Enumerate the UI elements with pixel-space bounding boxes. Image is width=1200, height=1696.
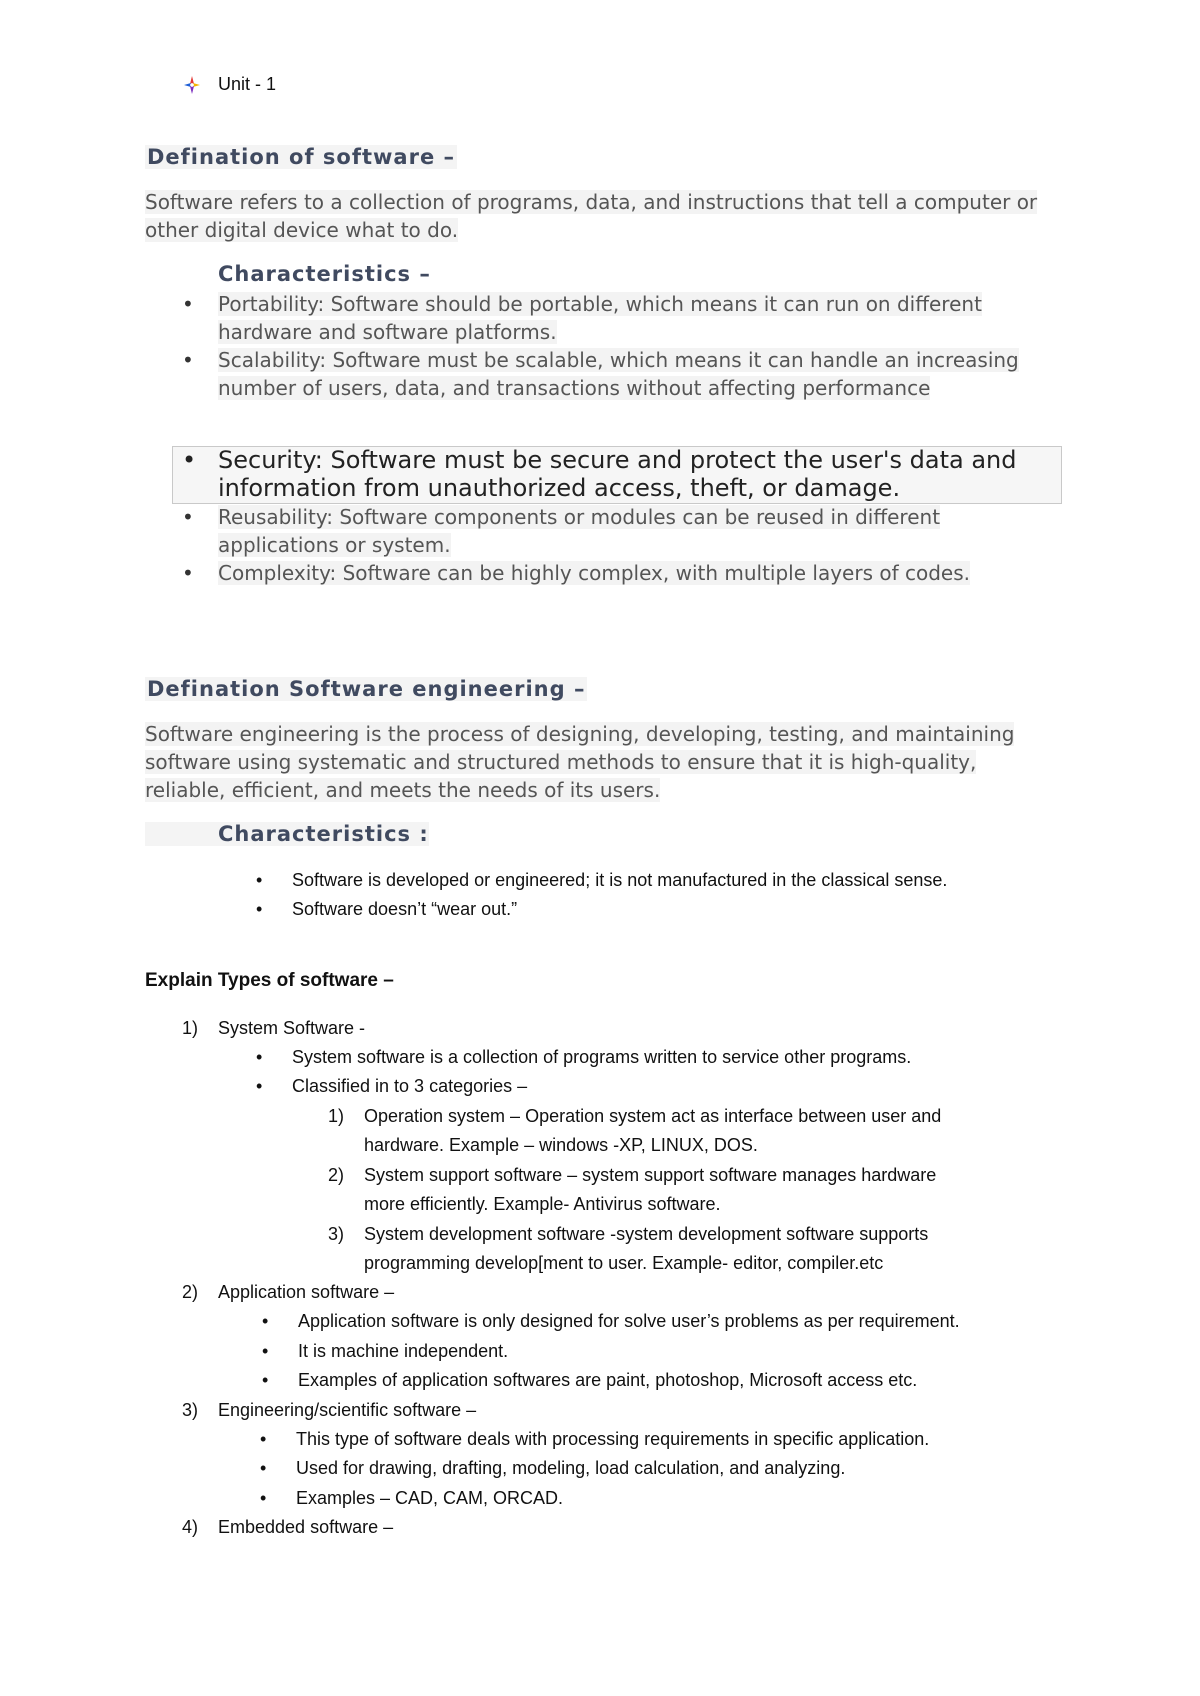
type-embedded: 4) Embedded software – xyxy=(182,1517,394,1537)
list-item: • Software doesn’t “wear out.” xyxy=(256,895,947,924)
type-engineering-scientific: 3) Engineering/scientific software – xyxy=(182,1400,477,1420)
type-application: 2) Application software – xyxy=(182,1282,395,1302)
software-characteristics-list-continued xyxy=(182,503,1062,587)
engineering-characteristics-list xyxy=(256,866,947,924)
list-item: • Application software is only designed for solve user’s problems as per requirement. xyxy=(262,1311,960,1331)
category-operation-system: 1) Operation system – Operation system act as interface between user and xyxy=(328,1106,942,1126)
list-item: • Software is developed or engineered; it is not manufactured in the classical sense. xyxy=(256,866,947,895)
security-characteristic: • Security: Software must be secure and protect the user's data and information from unauthorized access, theft, or damage. xyxy=(182,446,1088,502)
unit-text: Unit - 1 xyxy=(218,74,277,94)
category-system-support: 2) System support software – system support software manages hardware xyxy=(328,1165,937,1185)
types-heading: Explain Types of software – xyxy=(145,970,394,991)
list-item: • This type of software deals with processing requirements in specific application. xyxy=(260,1429,930,1449)
unit-label xyxy=(182,74,276,95)
list-item: • Complexity: Software can be highly complex, with multiple layers of codes. xyxy=(182,559,1062,587)
category-system-development-cont: programming develop[ment to user. Example- editor, compiler.etc xyxy=(364,1253,884,1273)
list-item: • Used for drawing, drafting, modeling, load calculation, and analyzing. xyxy=(260,1458,846,1478)
software-characteristics-list xyxy=(182,290,1062,402)
category-system-development: 3) System development software -system development software supports xyxy=(328,1224,929,1244)
list-item: • Examples – CAD, CAM, ORCAD. xyxy=(260,1488,564,1508)
list-item: • It is machine independent. xyxy=(262,1341,509,1361)
engineering-definition: Software engineering is the process of designing, developing, testing, and maintaining software using systematic and structured methods to ensure that it is high-quality, reliable, efficient, and meets the needs of its users. xyxy=(145,722,1015,802)
list-item: • Portability: Software should be portable, which means it can run on different hardware and software platforms. xyxy=(182,290,1062,346)
type-system: 1) System Software - xyxy=(182,1018,366,1038)
category-operation-system-cont: hardware. Example – windows -XP, LINUX, DOS. xyxy=(364,1135,758,1155)
list-item: • Scalability: Software must be scalable, which means it can handle an increasing number of users, data, and transactions without affecting performance xyxy=(182,346,1062,402)
category-system-support-cont: more efficiently. Example- Antivirus software. xyxy=(364,1194,721,1214)
list-item: • Examples of application softwares are paint, photoshop, Microsoft access etc. xyxy=(262,1370,918,1390)
engineering-characteristics-heading: Characteristics : xyxy=(145,822,429,846)
engineering-heading: Defination Software engineering – xyxy=(147,677,586,701)
arrow-bullet-icon xyxy=(182,75,202,95)
list-item: • System software is a collection of programs written to service other programs. xyxy=(256,1047,912,1067)
list-item: • Reusability: Software components or modules can be reused in different applications or system. xyxy=(182,503,1062,559)
list-item: • Classified in to 3 categories – xyxy=(256,1076,528,1096)
software-definition: Software refers to a collection of programs, data, and instructions that tell a computer or other digital device what to do. xyxy=(145,190,1038,242)
software-characteristics-heading: Characteristics – xyxy=(218,262,431,286)
software-heading: Defination of software – xyxy=(147,145,456,169)
